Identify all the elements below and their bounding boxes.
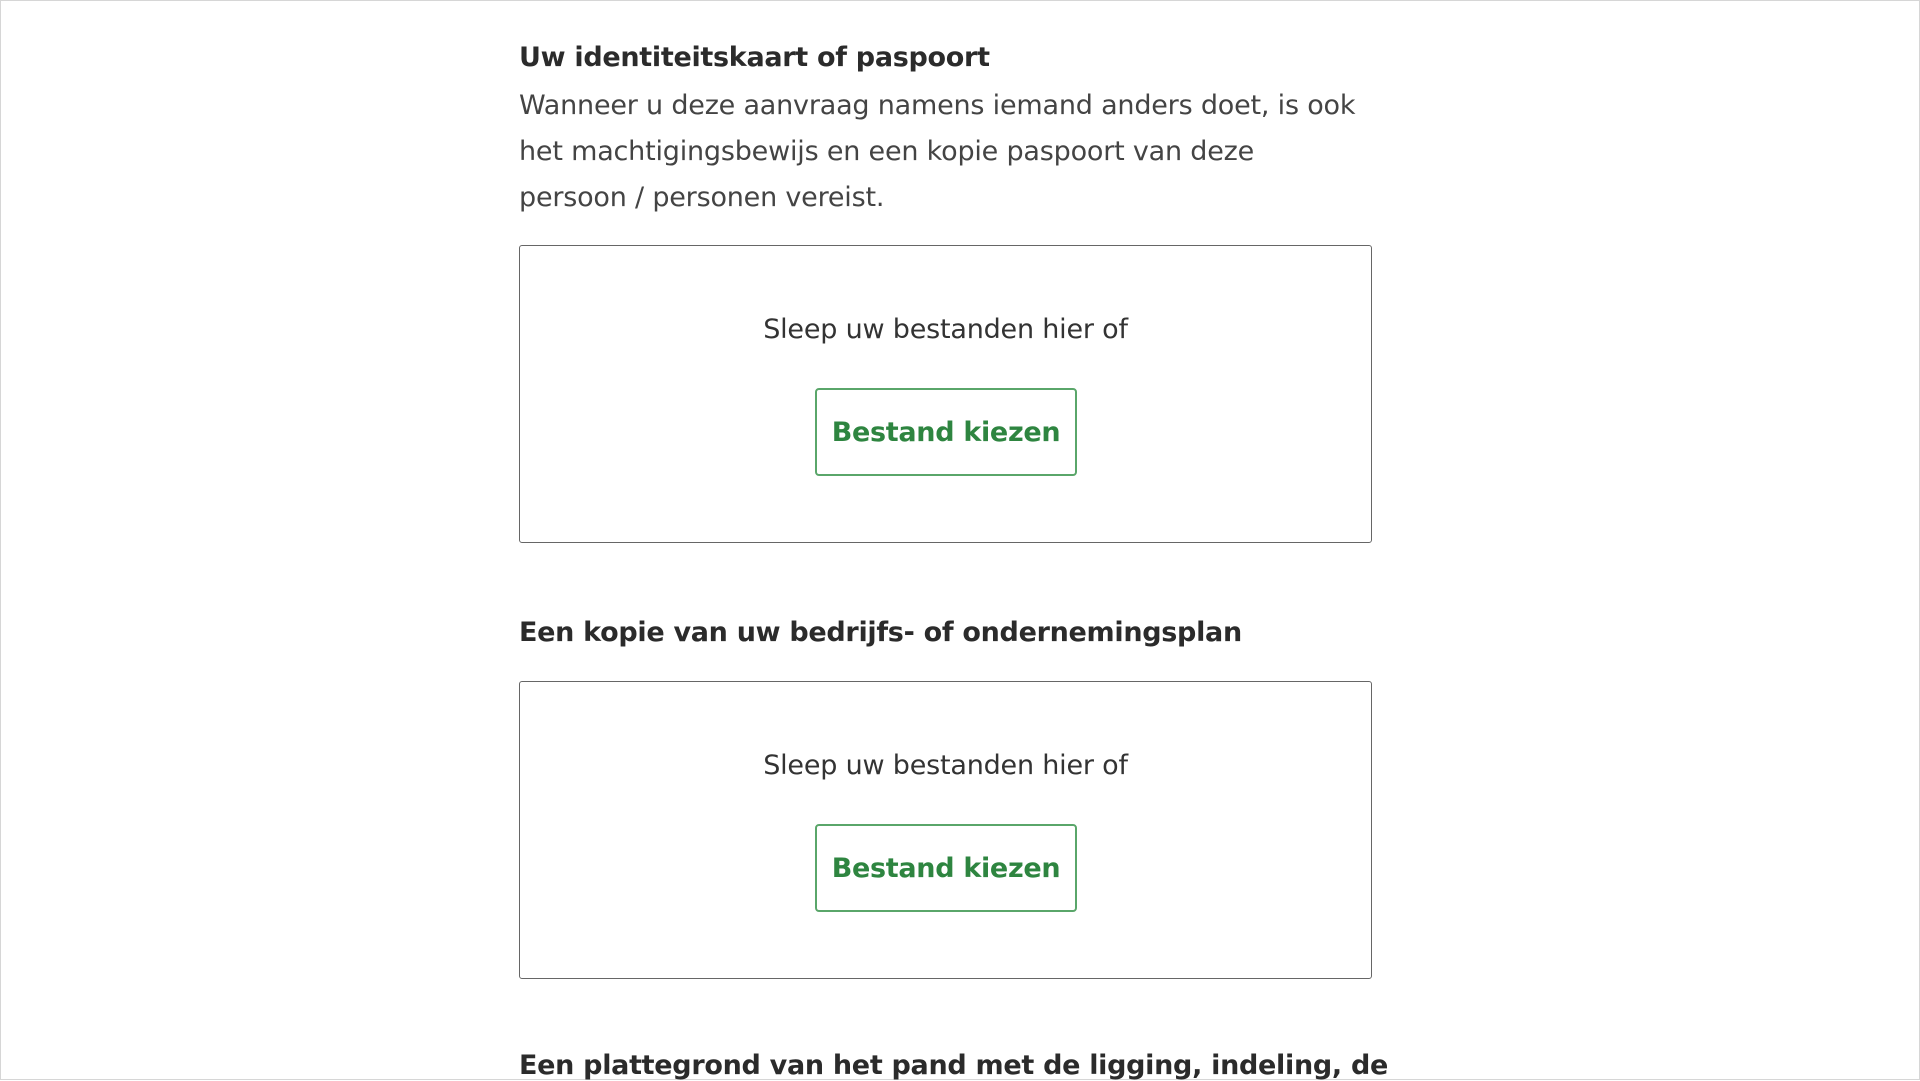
- section-description-identity: Wanneer u deze aanvraag namens iemand anders doet, is ook het machtigingsbewijs en een kopie paspoort van deze persoon / personen vereist.: [519, 90, 1356, 213]
- file-dropzone-identity[interactable]: [519, 245, 1372, 543]
- dropzone-text: Sleep uw bestanden hier of: [763, 750, 1128, 781]
- section-title-floor-plan: Een plattegrond van het pand met de ligging, indeling, de: [519, 1050, 1389, 1081]
- file-dropzone-business-plan[interactable]: [519, 681, 1372, 979]
- choose-file-button[interactable]: Bestand kiezen: [815, 824, 1077, 912]
- choose-file-button[interactable]: Bestand kiezen: [815, 388, 1077, 476]
- section-title-identity: Uw identiteitskaart of paspoort: [519, 42, 990, 73]
- dropzone-text: Sleep uw bestanden hier of: [763, 314, 1128, 345]
- section-title-business-plan: Een kopie van uw bedrijfs- of ondernemingsplan: [519, 617, 1242, 648]
